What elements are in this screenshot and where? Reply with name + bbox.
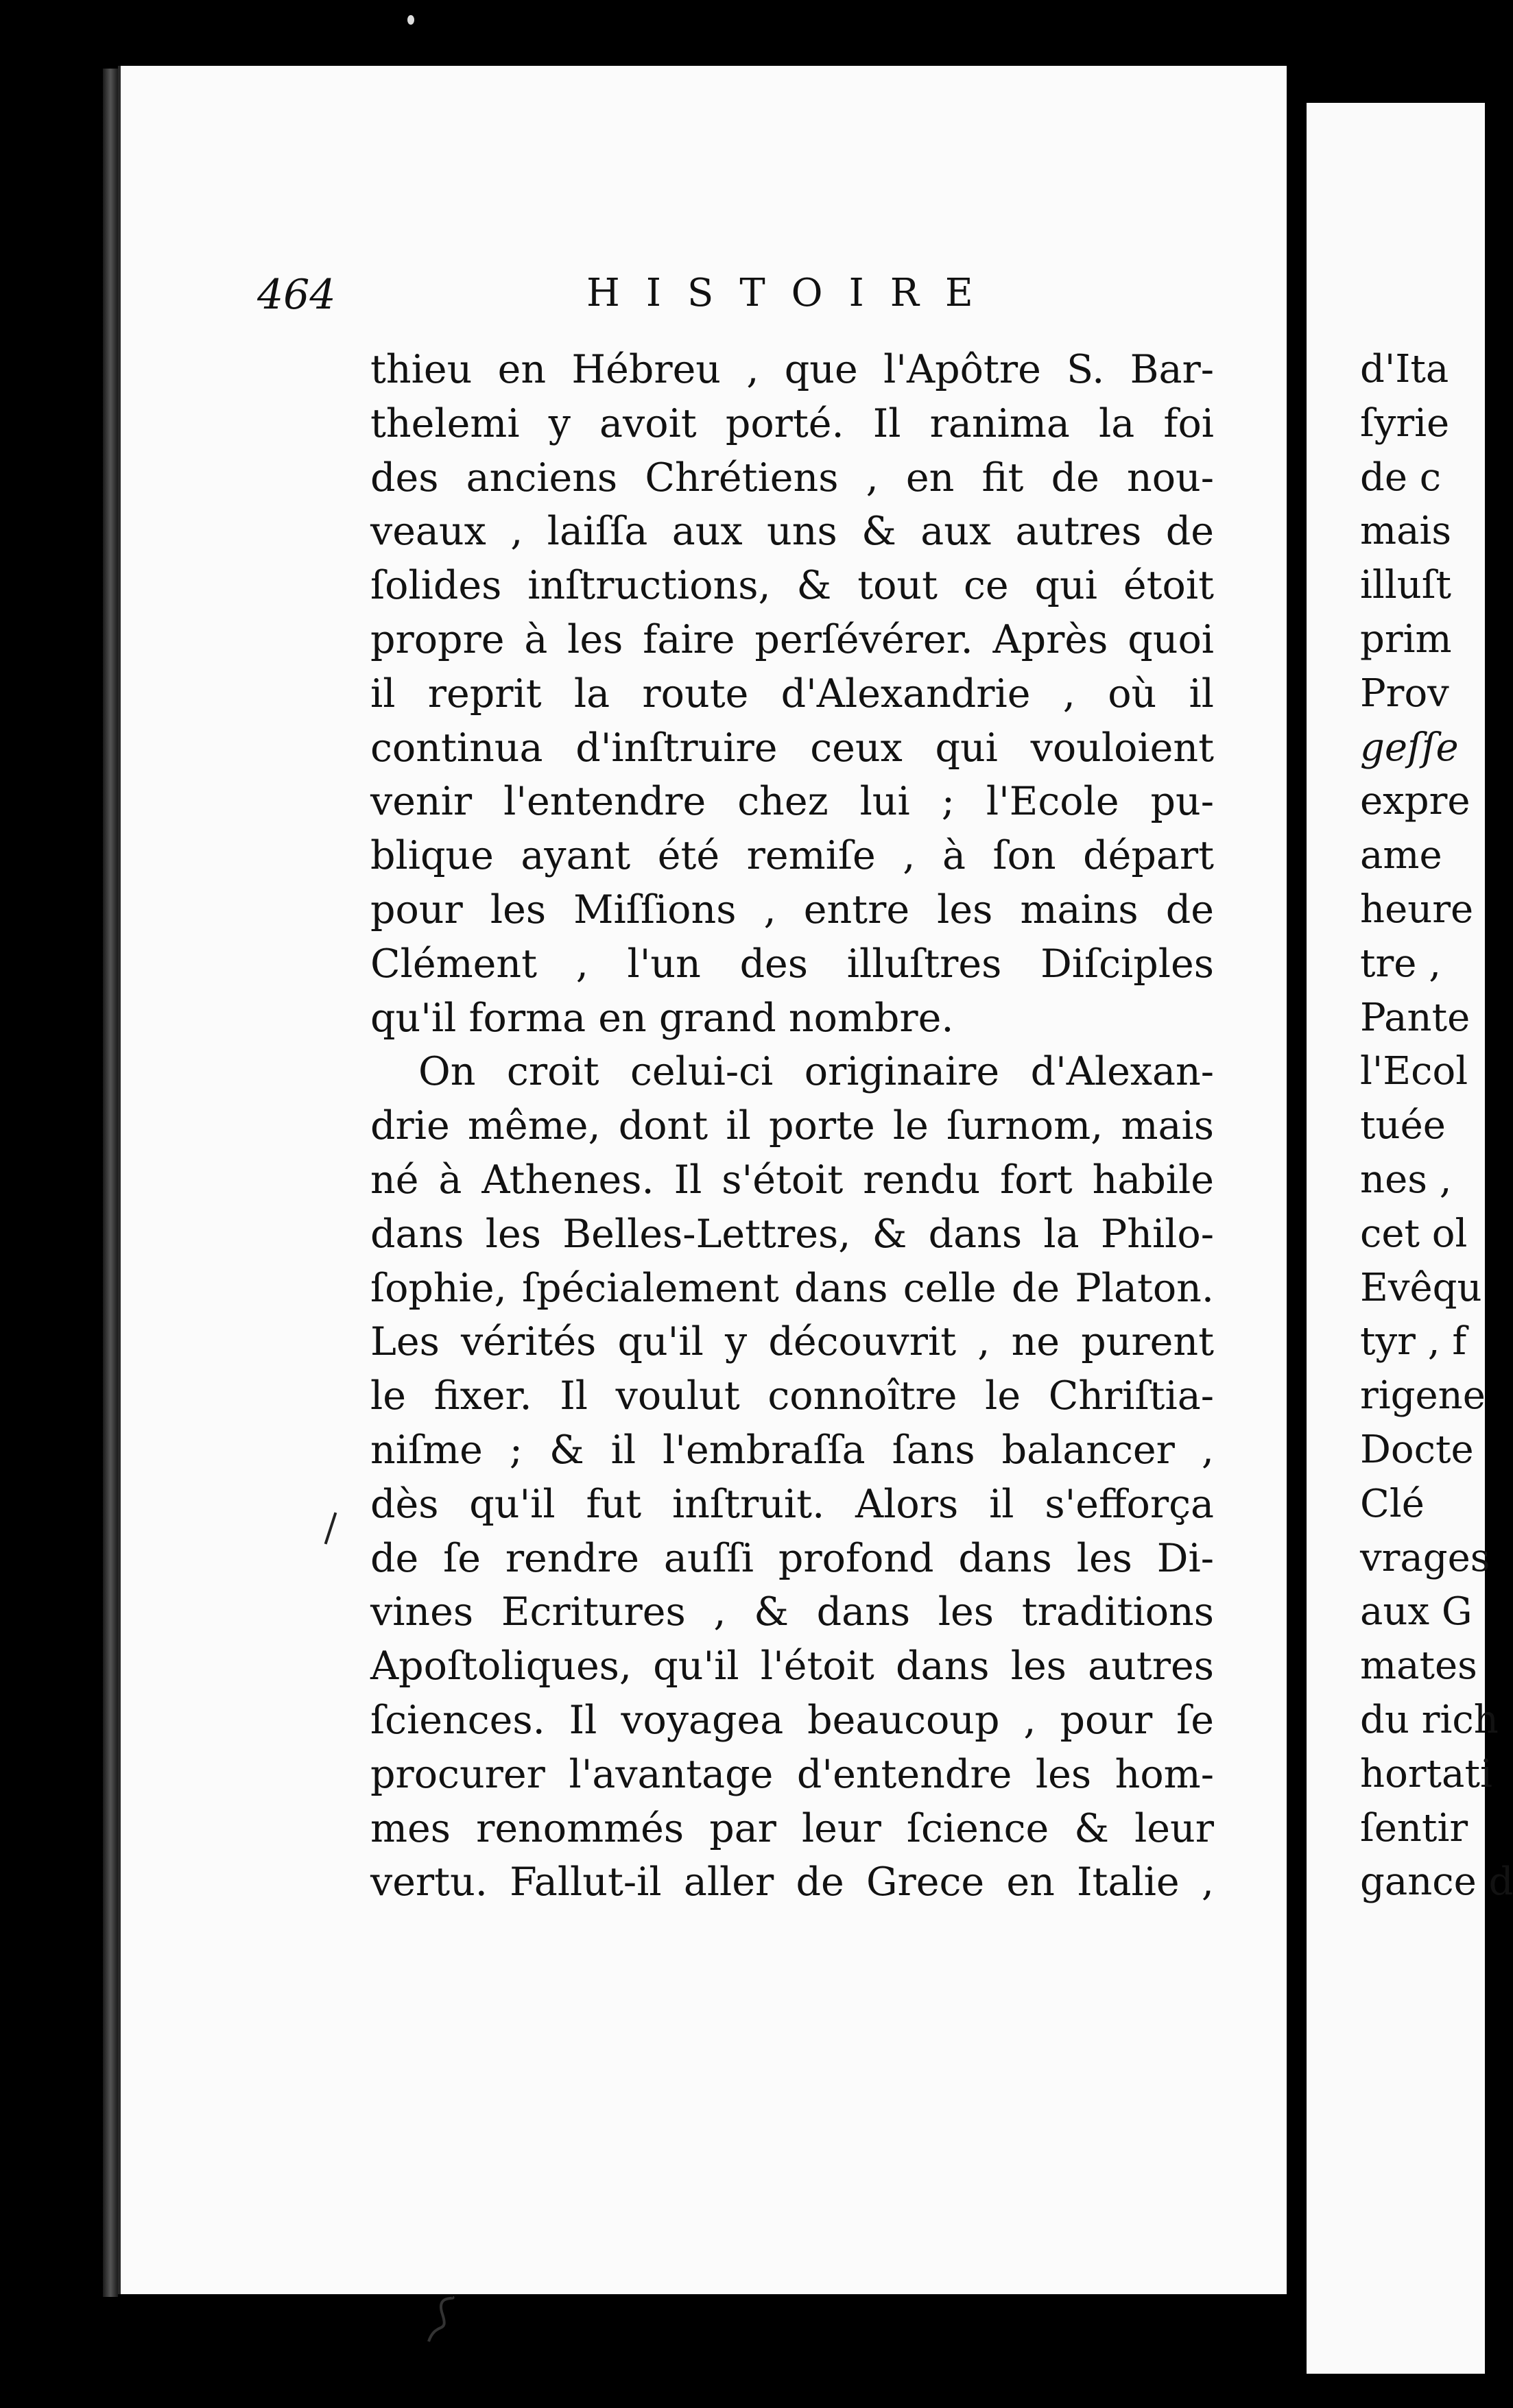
facing-line: Pante (1360, 995, 1470, 1040)
facing-line: geſſe (1360, 725, 1459, 770)
text-line: propre à les faire perſévérer. Après quoi (370, 616, 1214, 662)
facing-line: vrages (1360, 1535, 1490, 1580)
facing-line: Evêqu (1360, 1265, 1482, 1310)
text-line: des anciens Chrétiens , en fit de nou- (370, 455, 1214, 501)
text-line: blique ayant été remiſe , à ſon départ (370, 833, 1214, 879)
text-line: de ſe rendre auſſi profond dans les Di- (370, 1535, 1214, 1581)
binding-edge (103, 69, 118, 2297)
facing-line: gance d (1360, 1859, 1513, 1905)
text-line: qu'il forma en grand nombre. (370, 995, 954, 1041)
facing-line: mates (1360, 1644, 1477, 1689)
running-head: HISTOIRE (586, 271, 999, 315)
facing-line: l'Ecol (1360, 1049, 1468, 1094)
handwritten-mark (422, 2293, 463, 2348)
facing-line: rigene (1360, 1373, 1486, 1419)
facing-line: d'Ita (1360, 347, 1449, 392)
facing-line: illuſt (1360, 563, 1452, 608)
facing-line: aux G (1360, 1589, 1473, 1635)
text-line: continua d'inſtruire ceux qui vouloient (370, 725, 1214, 771)
text-line: ſolides inſtructions, & tout ce qui étoit (370, 563, 1214, 609)
text-line: dès qu'il fut inſtruit. Alors il s'efforça (370, 1481, 1214, 1527)
facing-line: expre (1360, 779, 1470, 824)
text-line: thelemi y avoit porté. Il ranima la foi (370, 400, 1214, 446)
text-line: le fixer. Il voulut connoître le Chriſtia- (370, 1373, 1214, 1419)
text-line: niſme ; & il l'embraſſa ſans balancer , (370, 1427, 1214, 1473)
text-line: Clément , l'un des illuſtres Diſciples (370, 941, 1214, 987)
text-line: ſciences. Il voyagea beaucoup , pour ſe (370, 1697, 1214, 1743)
facing-line: ſentir (1360, 1805, 1468, 1851)
dust-speck (407, 15, 414, 25)
facing-line: cet ol (1360, 1211, 1468, 1256)
text-line: Les vérités qu'il y découvrit , ne purent (370, 1319, 1214, 1365)
text-line: né à Athenes. Il s'étoit rendu fort habile (370, 1157, 1214, 1203)
facing-line: de c (1360, 455, 1442, 500)
text-line: dans les Belles-Lettres, & dans la Philo- (370, 1211, 1214, 1257)
text-line: drie même, dont il porte le ſurnom, mais (370, 1103, 1214, 1149)
facing-page-text (1360, 343, 1513, 1910)
facing-line: mais (1360, 509, 1452, 554)
text-line: il reprit la route d'Alexandrie , où il (370, 671, 1214, 717)
page-number: 464 (257, 271, 336, 319)
facing-line: Prov (1360, 671, 1449, 716)
facing-line: Clé (1360, 1481, 1425, 1526)
text-line: ſophie, ſpécialement dans celle de Platon. (370, 1265, 1214, 1311)
facing-line: ſyrie (1360, 400, 1450, 446)
facing-line: ame (1360, 833, 1442, 878)
text-line: pour les Miſſions , entre les mains de (370, 887, 1214, 932)
text-line: thieu en Hébreu , que l'Apôtre S. Bar- (370, 347, 1214, 392)
text-line: procurer l'avantage d'entendre les hom- (370, 1751, 1214, 1797)
facing-line: Docte (1360, 1427, 1474, 1472)
facing-line: du rich (1360, 1697, 1499, 1742)
text-line: vertu. Fallut-il aller de Grece en Italie , (370, 1859, 1214, 1905)
facing-line: heure (1360, 887, 1474, 932)
text-line: vines Ecritures , & dans les traditions (370, 1589, 1214, 1635)
facing-line: tre , (1360, 941, 1442, 986)
body-text (370, 343, 1214, 1910)
text-line: veaux , laiſſa aux uns & aux autres de (370, 509, 1214, 555)
facing-line: tyr , f (1360, 1319, 1467, 1364)
facing-line: nes , (1360, 1157, 1452, 1202)
facing-line: tuée (1360, 1103, 1446, 1148)
text-line: venir l'entendre chez lui ; l'Ecole pu- (370, 779, 1214, 825)
facing-line: hortati (1360, 1751, 1492, 1796)
text-line: On croit celui-ci originaire d'Alexan- (418, 1049, 1214, 1095)
text-line: mes renommés par leur ſcience & leur (370, 1805, 1214, 1851)
text-line: Apoſtoliques, qu'il l'étoit dans les autres (370, 1644, 1214, 1689)
facing-line: prim (1360, 616, 1452, 662)
